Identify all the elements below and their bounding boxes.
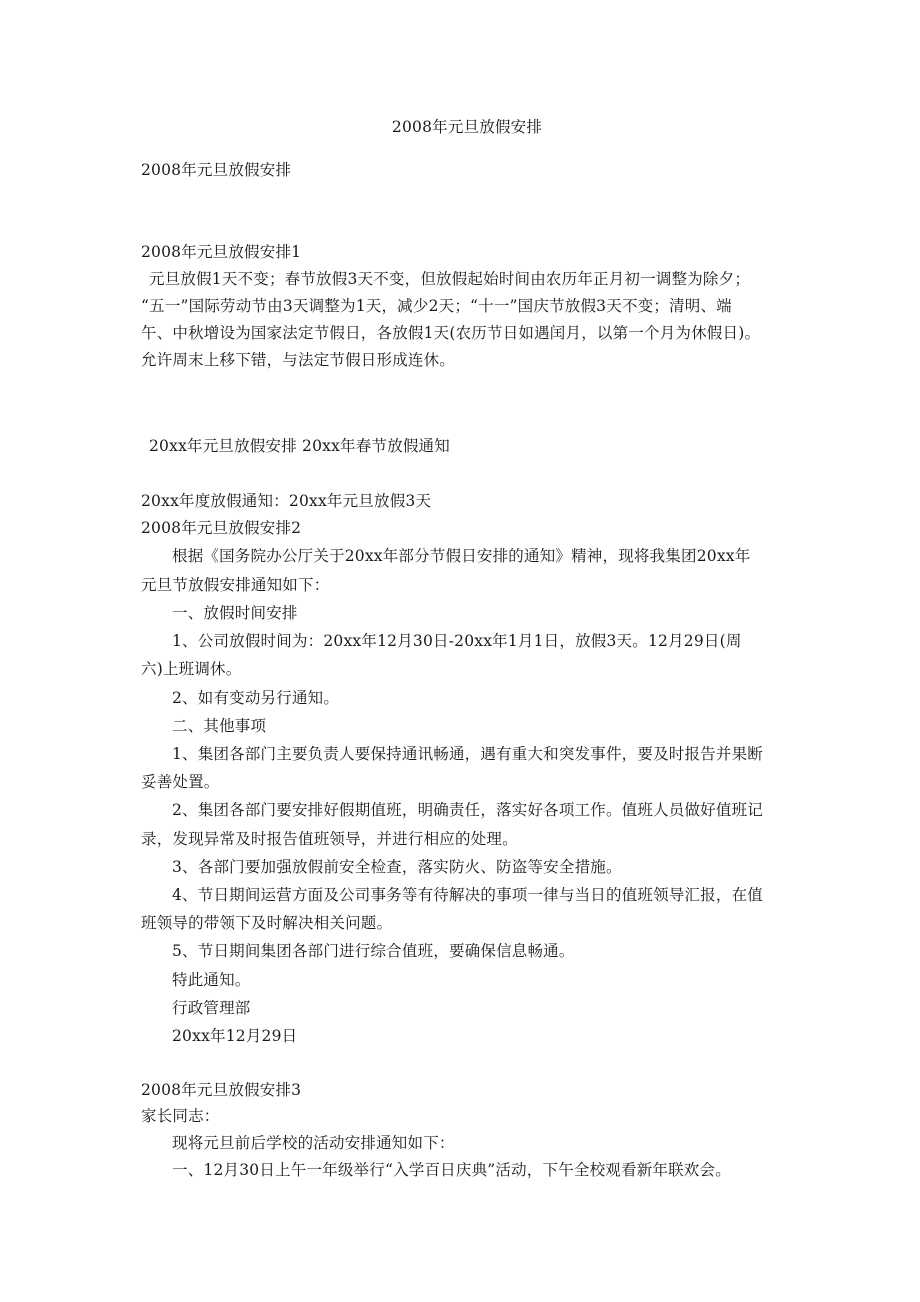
section-2-line: 一、放假时间安排 <box>172 604 298 622</box>
section-3-line: 家长同志： <box>141 1107 220 1125</box>
notice-line: 20xx年度放假通知：20xx年元旦放假3天 <box>141 492 432 510</box>
section-1-line: 允许周末上移下错，与法定节假日形成连休。 <box>141 351 456 369</box>
section-2-line: 班领导的带领下及时解决相关问题。 <box>141 914 393 932</box>
section-2-line: 六)上班调休。 <box>141 660 242 678</box>
section-2-line: 1、公司放假时间为：20xx年12月30日-20xx年1月1日，放假3天。12月29日(周 <box>172 632 742 650</box>
section-2-line: 4、节日期间运营方面及公司事务等有待解决的事项一律与当日的值班领导汇报，在值 <box>172 886 763 904</box>
section-2-line: 特此通知。 <box>172 971 251 989</box>
section-2-line: 妥善处置。 <box>141 773 220 791</box>
section-2-line: 元旦节放假安排通知如下： <box>141 576 330 594</box>
section-3-line: 现将元旦前后学校的活动安排通知如下： <box>172 1134 455 1152</box>
section-2-heading: 2008年元旦放假安排2 <box>141 519 302 537</box>
section-2-line: 录，发现异常及时报告值班领导，并进行相应的处理。 <box>141 830 518 848</box>
section-2-line: 行政管理部 <box>172 999 251 1017</box>
document-subtitle: 2008年元旦放假安排 <box>141 161 292 179</box>
related-articles-line: 20xx年元旦放假安排 20xx年春节放假通知 <box>149 437 450 455</box>
section-2-line: 20xx年12月29日 <box>172 1027 298 1045</box>
section-3-line: 一、12月30日上午一年级举行“入学百日庆典”活动，下午全校观看新年联欢会。 <box>172 1161 731 1179</box>
section-2-line: 根据《国务院办公厅关于20xx年部分节假日安排的通知》精神，现将我集团20xx年 <box>172 547 751 565</box>
document-title: 2008年元旦放假安排 <box>391 118 543 136</box>
section-2-line: 5、节日期间集团各部门进行综合值班，要确保信息畅通。 <box>172 942 575 960</box>
section-1-line: “五一”国际劳动节由3天调整为1天，减少2天；“十一”国庆节放假3天不变；清明、端 <box>141 297 732 315</box>
section-2-line: 1、集团各部门主要负责人要保持通讯畅通，遇有重大和突发事件，要及时报告并果断 <box>172 745 763 763</box>
section-1-line: 元旦放假1天不变；春节放假3天不变，但放假起始时间由农历年正月初一调整为除夕； <box>149 270 751 288</box>
section-2-line: 二、其他事项 <box>172 717 267 735</box>
section-3-heading: 2008年元旦放假安排3 <box>141 1081 302 1099</box>
section-2-line: 3、各部门要加强放假前安全检查，落实防火、防盗等安全措施。 <box>172 858 622 876</box>
section-2-line: 2、如有变动另行通知。 <box>172 689 340 707</box>
section-2-line: 2、集团各部门要安排好假期值班，明确责任，落实好各项工作。值班人员做好值班记 <box>172 801 763 819</box>
section-1-heading: 2008年元旦放假安排1 <box>141 243 302 261</box>
section-1-line: 午、中秋增设为国家法定节假日，各放假1天(农历节日如遇闰月，以第一个月为休假日)。 <box>141 324 761 342</box>
